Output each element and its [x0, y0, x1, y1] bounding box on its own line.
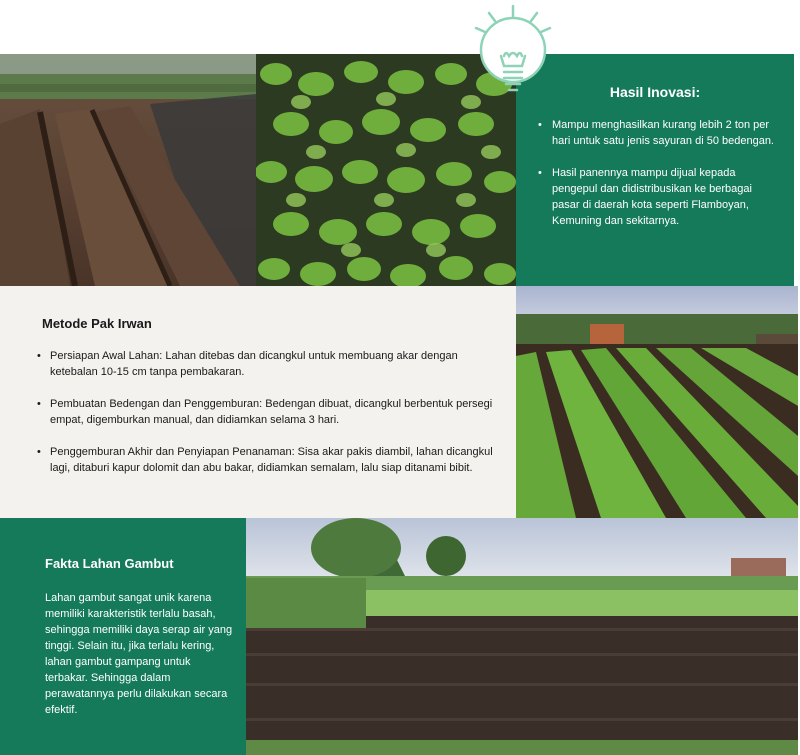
fakta-title: Fakta Lahan Gambut: [45, 556, 174, 571]
metode-title: Metode Pak Irwan: [42, 316, 152, 331]
metode-item: • Pembuatan Bedengan dan Penggemburan: Bedengan dibuat, dicangkul berbentuk persegi empat, digemburkan manual, dan didiamkan selama 3 hari.: [50, 396, 498, 428]
photo-prepared-soil-beds: [0, 54, 256, 286]
hasil-inovasi-list: [552, 117, 774, 245]
fakta-text: Lahan gambut sangat unik karena memiliki karakteristik terlalu basah, sehingga memiliki daya serap air yang tinggi. Selain itu, jika terlalu kering, lahan gambut gampang untuk terbakar. Sehingga dalam perawatannya perlu dilakukan secara efektif.: [45, 592, 233, 716]
hasil-inovasi-item: • Mampu menghasilkan kurang lebih 2 ton per hari untuk satu jenis sayuran di 50 bedengan.: [552, 117, 774, 149]
photo-peatland-field: [246, 518, 798, 755]
fakta-lahan-gambut-panel: [0, 518, 246, 755]
photo-vegetable-field-rows: [516, 286, 798, 518]
hasil-inovasi-panel: [516, 54, 794, 286]
metode-list: [50, 348, 498, 492]
metode-item: • Penggemburan Akhir dan Penyiapan Penanaman: Sisa akar pakis diambil, lahan dicangkul lagi, ditaburi kapur dolomit dan abu bakar, didiamkan semalam, lalu siap ditanami bibit.: [50, 444, 498, 476]
metode-item: • Persiapan Awal Lahan: Lahan ditebas dan dicangkul untuk membuang akar dengan ketebalan 10-15 cm tanpa pembakaran.: [50, 348, 498, 380]
hasil-inovasi-item: • Hasil panennya mampu dijual kepada pengepul dan didistribusikan ke berbagai pasar di daerah kota seperti Flamboyan, Kemuning dan sekitarnya.: [552, 165, 774, 229]
metode-panel: [0, 286, 516, 518]
lightbulb-icon: [470, 2, 556, 106]
hasil-inovasi-title: Hasil Inovasi:: [609, 84, 701, 100]
